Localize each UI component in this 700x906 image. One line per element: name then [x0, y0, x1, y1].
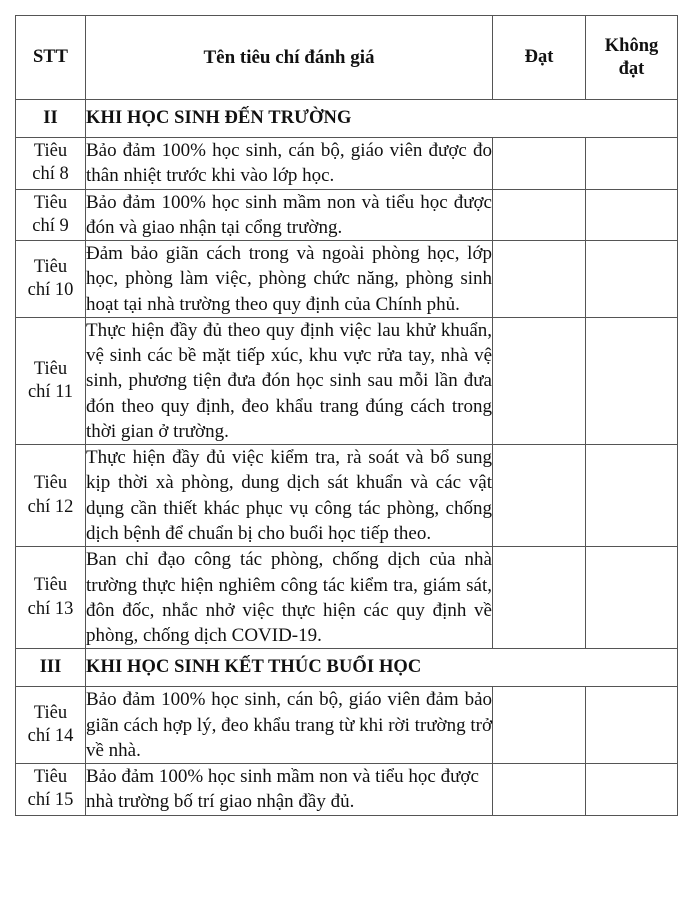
row-label-line2: chí 11 — [27, 382, 74, 403]
fail-cell-criterion-13[interactable] — [586, 547, 678, 649]
row-text-criterion-13: Ban chỉ đạo công tác phòng, chống dịch của nhà trường thực hiện nghiêm công tác kiểm tra, giám sát, đôn đốc, nhắc nhở việc thực hiện các quy định về phòng, chống dịch COVID-19. — [86, 547, 493, 649]
pass-cell-criterion-11[interactable] — [493, 317, 586, 444]
pass-cell-criterion-13[interactable] — [493, 547, 586, 649]
row-label-line1: Tiêu — [33, 140, 68, 161]
pass-cell-criterion-15[interactable] — [493, 764, 586, 816]
row-label-criterion-15 — [16, 764, 86, 816]
row-label-line1: Tiêu — [33, 702, 68, 723]
table-row — [16, 138, 678, 190]
fail-cell-criterion-11[interactable] — [586, 317, 678, 444]
fail-cell-criterion-8[interactable] — [586, 138, 678, 190]
table-row — [16, 687, 678, 764]
row-label-line1: Tiêu — [33, 767, 68, 788]
row-label-line1: Tiêu — [33, 358, 68, 379]
row-label-criterion-14 — [16, 687, 86, 764]
row-text-criterion-9: Bảo đảm 100% học sinh mầm non và tiểu học được đón và giao nhận tại cổng trường. — [86, 189, 493, 241]
row-label-criterion-8 — [16, 138, 86, 190]
fail-cell-criterion-12[interactable] — [586, 445, 678, 547]
row-text-criterion-8: Bảo đảm 100% học sinh, cán bộ, giáo viên được đo thân nhiệt trước khi vào lớp học. — [86, 138, 493, 190]
row-label-line2: chí 12 — [27, 496, 74, 517]
row-label-line2: chí 15 — [27, 790, 74, 811]
row-label-line2: chí 9 — [32, 215, 69, 236]
section-header-row-ii — [16, 100, 678, 138]
table-row — [16, 317, 678, 444]
column-header-criteria-name: Tên tiêu chí đánh giá — [86, 16, 493, 100]
fail-cell-criterion-9[interactable] — [586, 189, 678, 241]
row-text-criterion-12: Thực hiện đầy đủ việc kiểm tra, rà soát và bổ sung kịp thời xà phòng, dung dịch sát khuẩn và các vật dụng cần thiết khác phục vụ công tác phòng, chống dịch bệnh để chuẩn bị cho buổi học tiếp theo. — [86, 445, 493, 547]
row-label-criterion-13 — [16, 547, 86, 649]
row-text-criterion-11: Thực hiện đầy đủ theo quy định việc lau khử khuẩn, vệ sinh các bề mặt tiếp xúc, khu vực rửa tay, nhà vệ sinh, phương tiện đưa đón học sinh sau mỗi lần đưa đón theo quy định, đeo khẩu trang đúng cách trong thời gian ở trường. — [86, 317, 493, 444]
fail-cell-criterion-14[interactable] — [586, 687, 678, 764]
row-label-line2: chí 10 — [27, 279, 74, 300]
column-header-fail: Không đạt — [586, 16, 678, 100]
row-label-criterion-11 — [16, 317, 86, 444]
section-title-ii: KHI HỌC SINH ĐẾN TRƯỜNG — [86, 100, 678, 138]
row-label-line1: Tiêu — [33, 473, 68, 494]
row-label-criterion-10 — [16, 241, 86, 318]
table-row — [16, 241, 678, 318]
row-text-criterion-14: Bảo đảm 100% học sinh, cán bộ, giáo viên đảm bảo giãn cách hợp lý, đeo khẩu trang từ khi rời trường trở về nhà. — [86, 687, 493, 764]
row-label-line1: Tiêu — [33, 256, 68, 277]
row-text-criterion-15: Bảo đảm 100% học sinh mầm non và tiểu học được nhà trường bố trí giao nhận đầy đủ. — [86, 764, 493, 816]
table-row — [16, 189, 678, 241]
pass-cell-criterion-9[interactable] — [493, 189, 586, 241]
row-label-line2: chí 13 — [27, 598, 74, 619]
table-row — [16, 445, 678, 547]
table-row — [16, 547, 678, 649]
pass-cell-criterion-8[interactable] — [493, 138, 586, 190]
row-label-line1: Tiêu — [33, 575, 68, 596]
section-number-ii: II — [16, 100, 86, 138]
column-header-pass: Đạt — [493, 16, 586, 100]
column-header-stt: STT — [16, 16, 86, 100]
row-label-line2: chí 8 — [32, 164, 69, 185]
pass-cell-criterion-10[interactable] — [493, 241, 586, 318]
row-label-criterion-12 — [16, 445, 86, 547]
pass-cell-criterion-12[interactable] — [493, 445, 586, 547]
row-label-criterion-9 — [16, 189, 86, 241]
fail-cell-criterion-15[interactable] — [586, 764, 678, 816]
row-label-line1: Tiêu — [33, 192, 68, 213]
criteria-assessment-table — [15, 15, 678, 816]
fail-cell-criterion-10[interactable] — [586, 241, 678, 318]
table-body — [16, 16, 678, 816]
section-title-iii: KHI HỌC SINH KẾT THÚC BUỔI HỌC — [86, 649, 678, 687]
section-header-row-iii — [16, 649, 678, 687]
section-number-iii: III — [16, 649, 86, 687]
row-label-line2: chí 14 — [27, 726, 74, 747]
table-header-row — [16, 16, 678, 100]
table-row — [16, 764, 678, 816]
pass-cell-criterion-14[interactable] — [493, 687, 586, 764]
row-text-criterion-10: Đảm bảo giãn cách trong và ngoài phòng học, lớp học, phòng làm việc, phòng chức năng, phòng sinh hoạt tại nhà trường theo quy định của Chính phủ. — [86, 241, 493, 318]
